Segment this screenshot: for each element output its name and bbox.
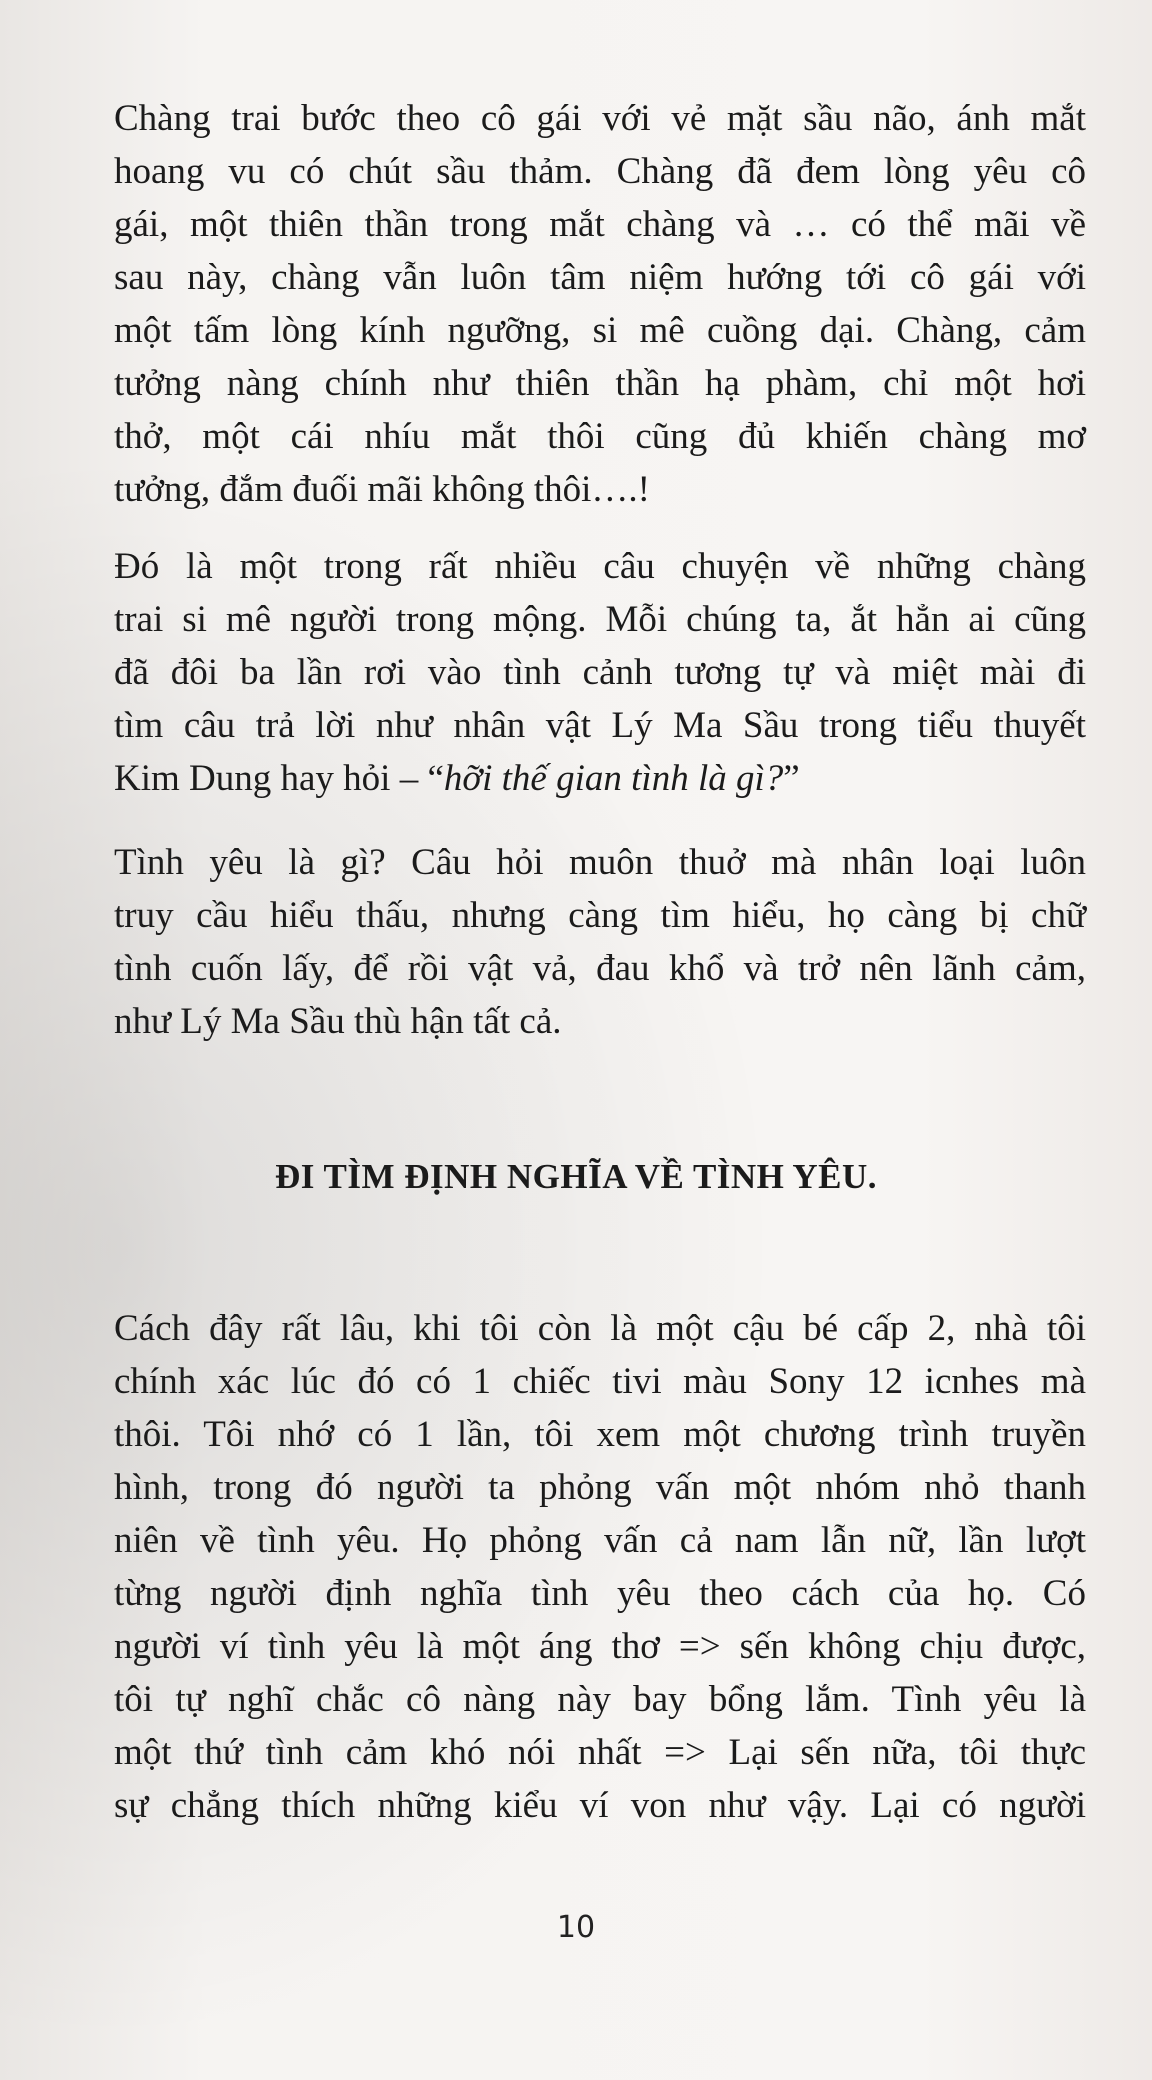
text-line: tình cuốn lấy, để rồi vật vả, đau khổ và trở nên lãnh cảm, (114, 948, 1086, 989)
text-line: Đó là một trong rất nhiều câu chuyện về những chàng (114, 546, 1086, 587)
text-line: một thứ tình cảm khó nói nhất => Lại sến nữa, tôi thực (114, 1732, 1086, 1773)
paragraph-1 (114, 92, 1086, 516)
text-line: trai si mê người trong mộng. Mỗi chúng ta, ắt hẳn ai cũng (114, 599, 1086, 640)
text-line: hoang vu có chút sầu thảm. Chàng đã đem lòng yêu cô (114, 151, 1086, 192)
quote-text: hỡi thế gian tình là gì? (443, 758, 784, 799)
text-line: thở, một cái nhíu mắt thôi cũng đủ khiến chàng mơ (114, 416, 1086, 457)
text-line: truy cầu hiểu thấu, nhưng càng tìm hiểu, họ càng bị chữ (114, 895, 1086, 936)
text-line: một tấm lòng kính ngưỡng, si mê cuồng dại. Chàng, cảm (114, 310, 1086, 351)
text-line (114, 752, 1086, 805)
text-line: sau này, chàng vẫn luôn tâm niệm hướng tới cô gái với (114, 257, 1086, 298)
text-line: sự chẳng thích những kiểu ví von như vậy. Lại có người (114, 1785, 1086, 1826)
text-line: Chàng trai bước theo cô gái với vẻ mặt sầu não, ánh mắt (114, 98, 1086, 139)
text-line: tưởng nàng chính như thiên thần hạ phàm, chỉ một hơi (114, 363, 1086, 404)
text-line: như Lý Ma Sầu thù hận tất cả. (114, 1001, 562, 1042)
paragraph-3 (114, 836, 1086, 1048)
paragraph-4 (114, 1302, 1086, 1832)
text-line: Tình yêu là gì? Câu hỏi muôn thuở mà nhân loại luôn (114, 842, 1086, 883)
text-line: Cách đây rất lâu, khi tôi còn là một cậu bé cấp 2, nhà tôi (114, 1308, 1086, 1349)
text-line: gái, một thiên thần trong mắt chàng và … có thể mãi về (114, 204, 1086, 245)
text-line: từng người định nghĩa tình yêu theo cách của họ. Có (114, 1573, 1086, 1614)
section-heading: ĐI TÌM ĐỊNH NGHĨA VỀ TÌNH YÊU. (274, 1157, 878, 1196)
text-line: tưởng, đắm đuối mãi không thôi….! (114, 469, 650, 510)
text-line: tìm câu trả lời như nhân vật Lý Ma Sầu trong tiểu thuyết (114, 705, 1086, 746)
page-number: 10 (556, 1910, 596, 1945)
text-line: người ví tình yêu là một áng thơ => sến không chịu được, (114, 1626, 1086, 1667)
text-line: chính xác lúc đó có 1 chiếc tivi màu Sony 12 icnhes mà (114, 1361, 1086, 1402)
text-line: niên về tình yêu. Họ phỏng vấn cả nam lẫn nữ, lần lượt (114, 1520, 1086, 1561)
text-line: thôi. Tôi nhớ có 1 lần, tôi xem một chương trình truyền (114, 1414, 1086, 1455)
paragraph-2 (114, 540, 1086, 805)
text-line: tôi tự nghĩ chắc cô nàng này bay bổng lắm. Tình yêu là (114, 1679, 1086, 1720)
text-line: hình, trong đó người ta phỏng vấn một nhóm nhỏ thanh (114, 1467, 1086, 1508)
text-line: đã đôi ba lần rơi vào tình cảnh tương tự và miệt mài đi (114, 652, 1086, 693)
text-segment: ” (783, 758, 800, 799)
text-segment: Kim Dung hay hỏi – “ (114, 758, 444, 799)
